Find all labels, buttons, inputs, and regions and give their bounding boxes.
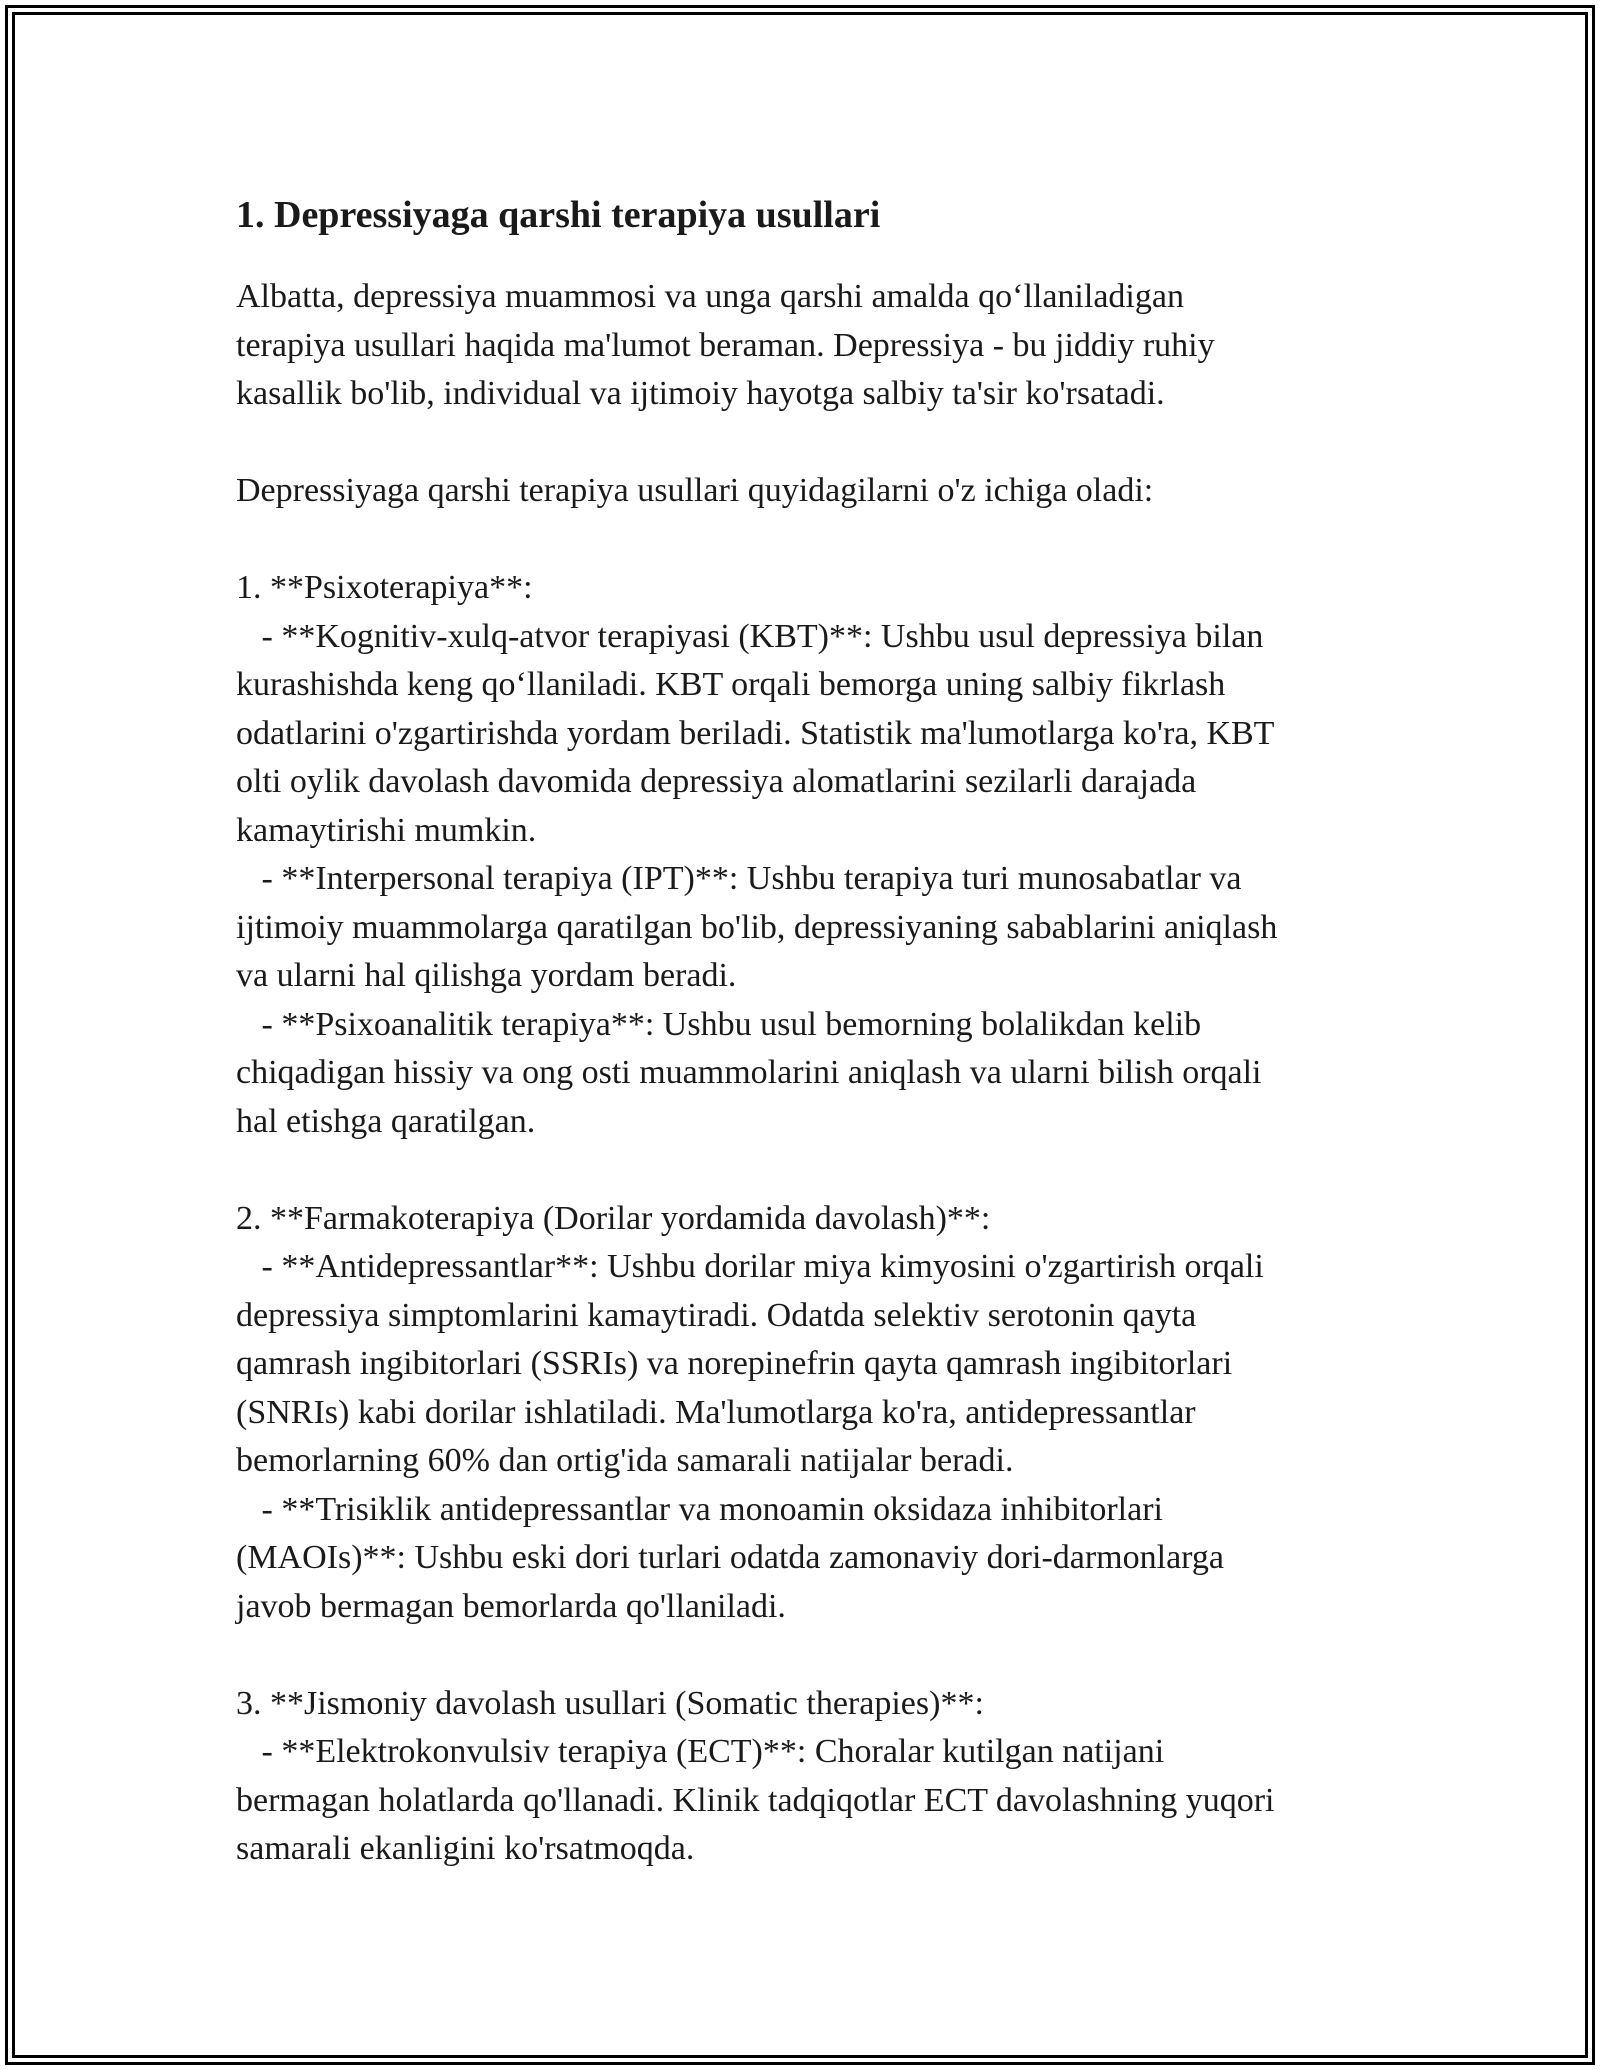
document-body: Albatta, depressiya muammosi va unga qarshi amalda qo‘llaniladigan terapiya usullari haqida ma'lumot beraman. Depressiya - bu jiddiy ruhiy kasallik bo'lib, individual va ijtimoiy hayotga salbiy ta'sir ko'rsatadi. Depressiyaga qarshi terapiya usullari quyidagilarni o'z ichiga oladi: 1. **Psixoterapiya**: - **Kognitiv-xulq-atvor terapiyasi (KBT)**: Ushbu usul depressiya bilan kurashishda keng qo‘llaniladi. KBT orqali bemorga uning salbiy fikrlash odatlarini o'zgartirishda yordam beriladi. Statistik ma'lumotlarga ko'ra, KBT olti oylik davolash davomida depressiya alomatlarini sezilarli darajada kamaytirishi mumkin. - **Interpersonal terapiya (IPT)**: Ushbu terapiya turi munosabatlar va ijtimoiy muammolarga qaratilgan bo'lib, depressiyaning sabablarini aniqlash va ularni hal qilishga yordam beradi. - **Psixoanalitik terapiya**: Ushbu usul bemorning bolalikdan kelib chiqadigan hissiy va ong osti muammolarini aniqlash va ularni bilish orqali hal etishga qaratilgan. 2. **Farmakoterapiya (Dorilar yordamida davolash)**: - **Antidepressantlar**: Ushbu dorilar miya kimyosini o'zgartirish orqali depressiya simptomlarini kamaytiradi. Odatda selektiv serotonin qayta qamrash ingibitorlari (SSRIs) va norepinefrin qayta qamrash ingibitorlari (SNRIs) kabi dorilar ishlatiladi. Ma'lumotlarga ko'ra, antidepressantlar bemorlarning 60% dan ortig'ida samarali natijalar beradi. - **Trisiklik antidepressantlar va monoamin oksidaza inhibitorlari (MAOIs)**: Ushbu eski dori turlari odatda zamonaviy dori-darmonlarga javob bermagan bemorlarda qo'llaniladi. 3. **Jismoniy davolash usullari (Somatic therapies)**: - **Elektrokonvulsiv terapiya (ECT)**: Choralar kutilgan natijani bermagan holatlarda qo'llanadi. Klinik tadqiqotlar ECT davolashning yuqori samarali ekanligini ko'rsatmoqda. [236, 278, 1278, 1867]
document-title: 1. Depressiyaga qarshi terapiya usullari [236, 194, 881, 236]
document-content [236, 185, 1376, 1874]
